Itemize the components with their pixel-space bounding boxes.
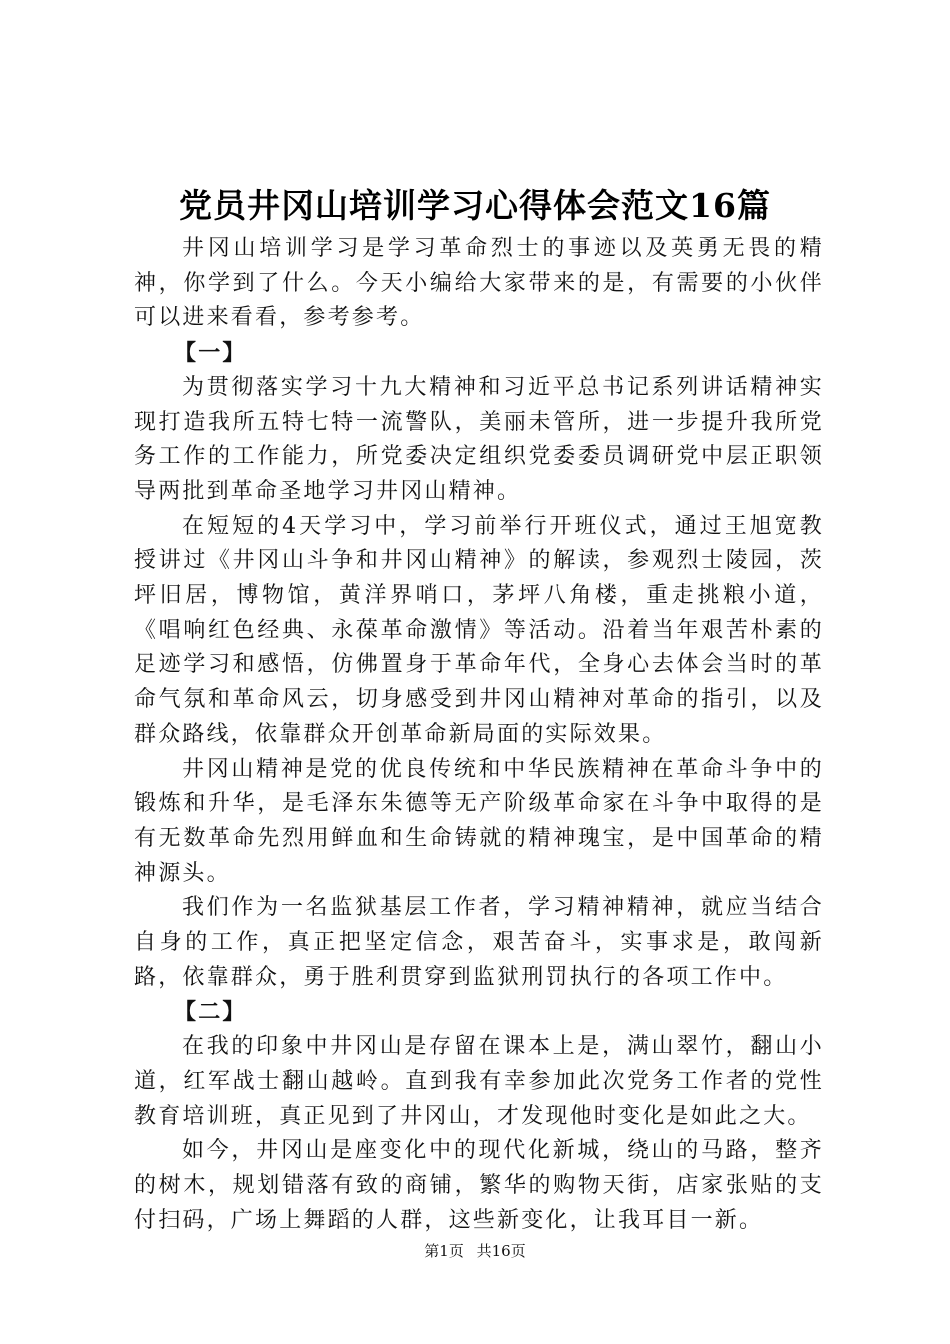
intro-paragraph: 井冈山培训学习是学习革命烈士的事迹以及英勇无畏的精神，你学到了什么。今天小编给大家带来的是，有需要的小伙伴可以进来看看，参考参考。 [134, 236, 824, 331]
page-footer [0, 1240, 950, 1262]
section2-paragraph-2: 如今，井冈山是座变化中的现代化新城，绕山的马路，整齐的树木，规划错落有致的商铺，繁华的购物天街，店家张贴的支付扫码，广场上舞蹈的人群，这些新变化，让我耳目一新。 [134, 1138, 824, 1233]
page-total: 共16页 [476, 1242, 526, 1260]
section1-paragraph-4: 我们作为一名监狱基层工作者，学习精神精神，就应当结合自身的工作，真正把坚定信念，艰苦奋斗，实事求是，敢闯新路，依靠群众，勇于胜利贯穿到监狱刑罚执行的各项工作中。 [134, 895, 824, 990]
document-title: 党员井冈山培训学习心得体会范文16篇 [179, 186, 771, 225]
page-number: 第1页 [424, 1242, 464, 1260]
section-heading-2: 【二】 [174, 999, 247, 1026]
section1-paragraph-1: 为贯彻落实学习十九大精神和习近平总书记系列讲话精神实现打造我所五特七特一流警队，美丽未管所，进一步提升我所党务工作的工作能力，所党委决定组织党委委员调研党中层正职领导两批到革命圣地学习井冈山精神。 [134, 374, 824, 504]
section2-paragraph-1: 在我的印象中井冈山是存留在课本上是，满山翠竹，翻山小道，红军战士翻山越岭。直到我有幸参加此次党务工作者的党性教育培训班，真正见到了井冈山，才发现他时变化是如此之大。 [134, 1034, 824, 1129]
section1-paragraph-3: 井冈山精神是党的优良传统和中华民族精神在革命斗争中的锻炼和升华，是毛泽东朱德等无产阶级革命家在斗争中取得的是有无数革命先烈用鲜血和生命铸就的精神瑰宝，是中国革命的精神源头。 [134, 756, 824, 886]
section1-paragraph-2: 在短短的4天学习中，学习前举行开班仪式，通过王旭宽教授讲过《井冈山斗争和井冈山精神》的解读，参观烈士陵园，茨坪旧居，博物馆，黄洋界哨口，茅坪八角楼，重走挑粮小道，《唱响红色经典、永葆革命激情》等活动。沿着当年艰苦朴素的足迹学习和感悟，仿佛置身于革命年代，全身心去体会当时的革命气氛和革命风云，切身感受到井冈山精神对革命的指引，以及群众路线，依靠群众开创革命新局面的实际效果。 [134, 513, 824, 747]
section-heading-1: 【一】 [174, 340, 247, 367]
document-body [134, 232, 824, 1238]
